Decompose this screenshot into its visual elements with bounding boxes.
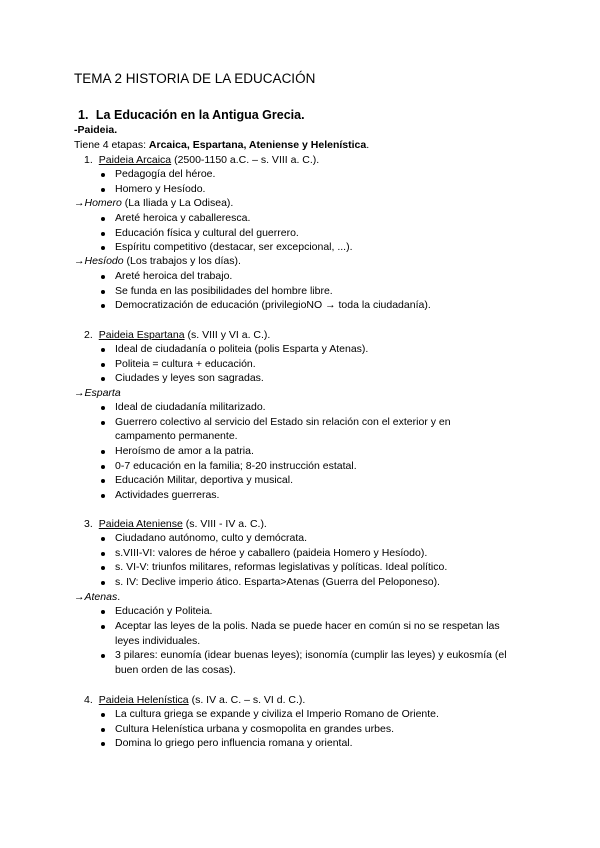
- bullet-icon: [101, 654, 105, 658]
- list-item: Politeia = cultura + educación.: [115, 358, 256, 370]
- list-item: Aceptar las leyes de la polis. Nada se puede hacer en común si no se respetan las: [115, 620, 500, 632]
- stage-name: Paideia Ateniense: [98, 518, 183, 530]
- stage-2-heading: [84, 328, 270, 342]
- list-item-continuation: leyes individuales.: [115, 635, 201, 647]
- stage-number: 2.: [84, 329, 93, 341]
- homero-heading: [74, 196, 233, 210]
- bullet-icon: [101, 275, 105, 279]
- list-item: Educación Militar, deportiva y musical.: [115, 474, 293, 486]
- bullet-icon: [101, 742, 105, 746]
- bullet-icon: [101, 494, 105, 498]
- subheading-name: Atenas: [84, 591, 118, 603]
- stage-name: Paideia Espartana: [98, 329, 185, 341]
- bullet-icon: [101, 728, 105, 732]
- bullet-icon: [101, 188, 105, 192]
- subheading-name: Esparta: [84, 387, 121, 399]
- bullet-icon: [101, 421, 105, 425]
- page-title: TEMA 2 HISTORIA DE LA EDUCACIÓN: [74, 71, 316, 86]
- subheading-detail: (La Iliada y La Odisea).: [121, 197, 234, 209]
- arrow-icon: →: [74, 255, 85, 267]
- list-item: Guerrero colectivo al servicio del Estado sin relación con el exterior y en: [115, 416, 451, 428]
- intro-stages: Arcaica, Espartana, Ateniense y Helenística: [148, 139, 367, 151]
- subheading-name: Homero: [84, 197, 122, 209]
- bullet-icon: [101, 363, 105, 367]
- list-item: Ciudades y leyes son sagradas.: [115, 372, 264, 384]
- subheading-suffix: .: [117, 591, 121, 603]
- bullet-icon: [101, 304, 105, 308]
- bullet-icon: [101, 348, 105, 352]
- list-item: s. IV: Declive imperio ático. Esparta>Atenas (Guerra del Peloponeso).: [115, 576, 440, 588]
- stage-4-heading: [84, 693, 305, 707]
- arrow-icon: →: [74, 387, 85, 399]
- list-item: Actividades guerreras.: [115, 489, 220, 501]
- section-number: 1.: [78, 108, 89, 122]
- list-item: Heroísmo de amor a la patria.: [115, 445, 254, 457]
- stage-detail: (2500-1150 a.C. – s. VIII a. C.).: [171, 154, 320, 166]
- arrow-icon: →: [74, 591, 85, 603]
- stage-3-heading: [84, 517, 267, 531]
- bullet-icon: [101, 232, 105, 236]
- bullet-icon: [101, 537, 105, 541]
- list-item: Se funda en las posibilidades del hombre libre.: [115, 285, 333, 297]
- list-item: Homero y Hesíodo.: [115, 183, 206, 195]
- atenas-heading: [74, 590, 120, 604]
- list-item: s. VI-V: triunfos militares, reformas legislativas y políticas. Ideal político.: [115, 561, 448, 573]
- stage-name: Paideia Arcaica: [98, 154, 172, 166]
- list-item: Pedagogía del héroe.: [115, 168, 216, 180]
- intro-line: [74, 138, 369, 152]
- bullet-icon: [101, 625, 105, 629]
- paideia-heading: -Paideia.: [74, 124, 118, 136]
- list-item: Areté heroica y caballeresca.: [115, 212, 251, 224]
- arrow-icon: →: [74, 197, 85, 209]
- stage-detail: (s. VIII y VI a. C.).: [184, 329, 271, 341]
- list-item: Domina lo griego pero influencia romana y oriental.: [115, 737, 353, 749]
- list-item-continuation: buen orden de las cosas).: [115, 664, 236, 676]
- list-item: Espíritu competitivo (destacar, ser excepcional, ...).: [115, 241, 353, 253]
- list-item: 0-7 educación en la familia; 8-20 instrucción estatal.: [115, 460, 357, 472]
- esparta-heading: [74, 386, 121, 400]
- section-heading-text: La Educación en la Antigua Grecia.: [95, 108, 305, 122]
- stage-number: 4.: [84, 694, 93, 706]
- list-item: La cultura griega se expande y civiliza el Imperio Romano de Oriente.: [115, 708, 439, 720]
- list-item: Areté heroica del trabajo.: [115, 270, 233, 282]
- bullet-icon: [101, 246, 105, 250]
- list-item: Educación y Politeia.: [115, 605, 213, 617]
- subheading-name: Hesíodo: [84, 255, 124, 267]
- list-item: Ideal de ciudadanía o politeia (polis Esparta y Atenas).: [115, 343, 369, 355]
- stage-number: 3.: [84, 518, 93, 530]
- hesiodo-heading: [74, 254, 241, 268]
- bullet-icon: [101, 581, 105, 585]
- bullet-icon: [101, 173, 105, 177]
- bullet-icon: [101, 479, 105, 483]
- stage-detail: (s. IV a. C. – s. VI d. C.).: [188, 694, 306, 706]
- stage-1-heading: [84, 153, 319, 167]
- list-item: Ideal de ciudadanía militarizado.: [115, 401, 266, 413]
- list-item: s.VIII-VI: valores de héroe y caballero (paideia Homero y Hesíodo).: [115, 547, 428, 559]
- bullet-icon: [101, 290, 105, 294]
- bullet-icon: [101, 552, 105, 556]
- bullet-icon: [101, 377, 105, 381]
- stage-number: 1.: [84, 154, 93, 166]
- bullet-icon: [101, 217, 105, 221]
- list-item: Educación física y cultural del guerrero.: [115, 227, 299, 239]
- list-item: Cultura Helenística urbana y cosmopolita en grandes urbes.: [115, 723, 394, 735]
- intro-suffix: .: [366, 139, 370, 151]
- list-item: Ciudadano autónomo, culto y demócrata.: [115, 532, 308, 544]
- bullet-icon: [101, 713, 105, 717]
- list-item-continuation: campamento permanente.: [115, 430, 238, 442]
- stage-name: Paideia Helenística: [98, 694, 189, 706]
- bullet-icon: [101, 610, 105, 614]
- bullet-icon: [101, 566, 105, 570]
- stage-detail: (s. VIII - IV a. C.).: [182, 518, 267, 530]
- section-heading: [78, 108, 305, 122]
- bullet-icon: [101, 450, 105, 454]
- intro-prefix: Tiene 4 etapas:: [74, 139, 149, 151]
- bullet-icon: [101, 465, 105, 469]
- bullet-icon: [101, 406, 105, 410]
- list-item: 3 pilares: eunomía (idear buenas leyes); isonomía (cumplir las leyes) y eukosmía (el: [115, 649, 507, 661]
- subheading-detail: (Los trabajos y los días).: [123, 255, 241, 267]
- list-item: Democratización de educación (privilegioNO → toda la ciudadanía).: [115, 299, 431, 311]
